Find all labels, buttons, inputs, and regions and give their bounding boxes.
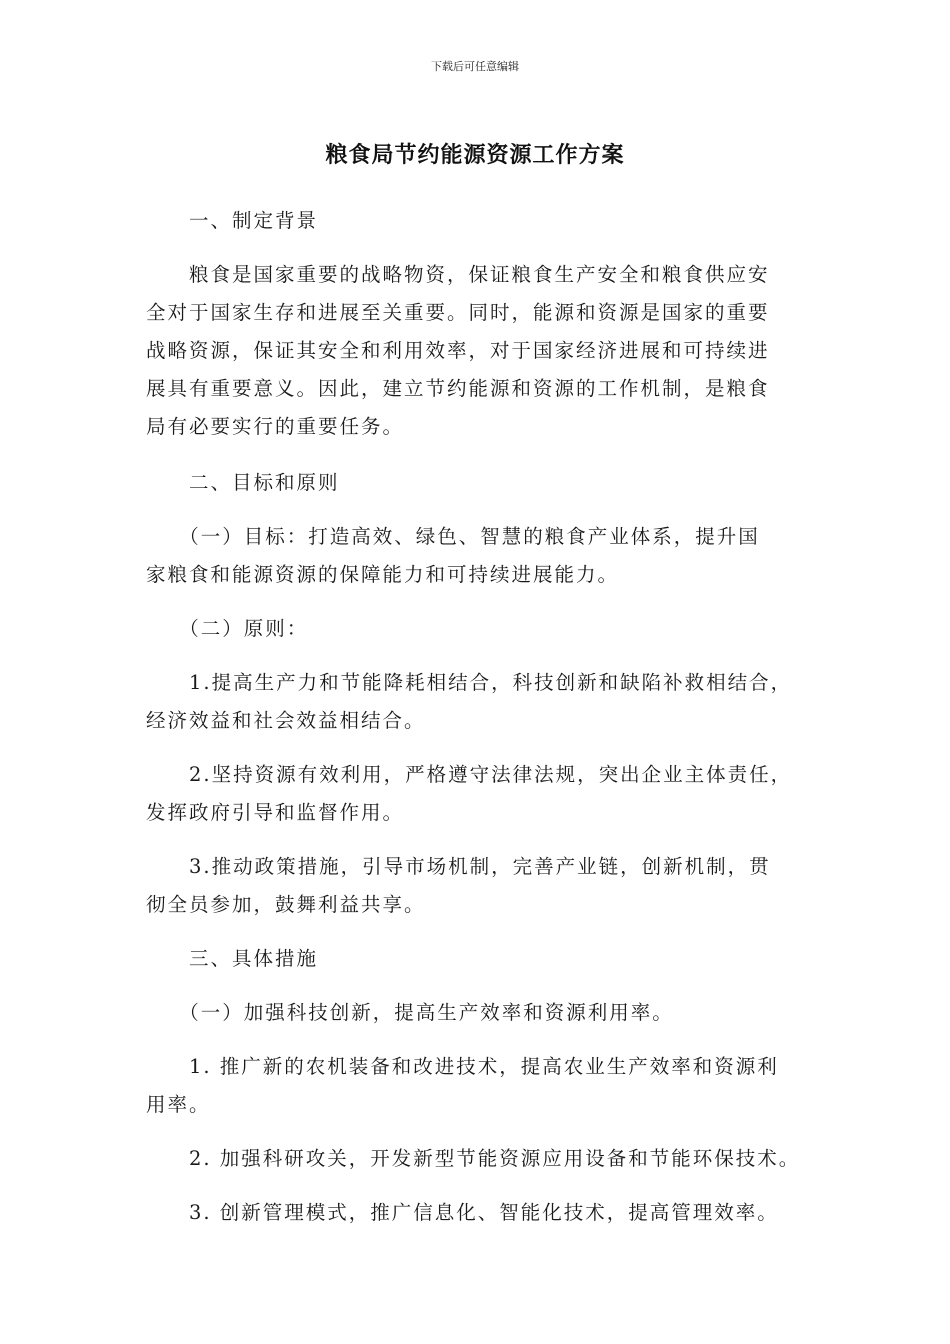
paragraph-line: 家粮食和能源资源的保障能力和可持续进展能力。: [146, 563, 620, 586]
paragraph-line: 经济效益和社会效益相结合。: [146, 709, 426, 732]
paragraph: [146, 610, 806, 648]
paragraph-line: 展具有重要意义。因此，建立节约能源和资源的工作机制，是粮食: [146, 377, 770, 400]
paragraph-line: 战略资源，保证其安全和利用效率，对于国家经济进展和可持续进: [146, 339, 770, 362]
paragraph: [146, 1194, 806, 1232]
paragraph-line: 彻全员参加，鼓舞利益共享。: [146, 893, 426, 916]
paragraph-line: 一、制定背景: [146, 209, 319, 232]
paragraph-line: （二）原则：: [146, 617, 309, 640]
paragraph-line: （一）加强科技创新，提高生产效率和资源利用率。: [146, 1001, 674, 1024]
paragraph-line: 粮食是国家重要的战略物资，保证粮食生产安全和粮食供应安: [146, 263, 770, 286]
paragraph-line: （一）目标：打造高效、绿色、智慧的粮食产业体系，提升国: [146, 525, 760, 548]
paragraph-line: 3. 创新管理模式，推广信息化、智能化技术，提高管理效率。: [146, 1201, 779, 1224]
paragraph-line: 三、具体措施: [146, 947, 319, 970]
paragraph-line: 用率。: [146, 1093, 211, 1116]
paragraph: [146, 756, 806, 832]
paragraph-line: 2.坚持资源有效利用，严格遵守法律法规，突出企业主体责任，: [146, 763, 793, 786]
paragraph-line: 3.推动政策措施，引导市场机制，完善产业链，创新机制，贯: [146, 855, 771, 878]
paragraph: [146, 518, 806, 594]
paragraph-line: 1.提高生产力和节能降耗相结合，科技创新和缺陷补救相结合，: [146, 671, 793, 694]
paragraph: [146, 202, 806, 240]
header-note: 下载后可任意编辑: [431, 60, 519, 73]
paragraph: [146, 1140, 806, 1178]
paragraph: [146, 664, 806, 740]
paragraph-line: 全对于国家生存和进展至关重要。同时，能源和资源是国家的重要: [146, 301, 770, 324]
paragraph: [146, 940, 806, 978]
paragraph-line: 2. 加强科研攻关，开发新型节能资源应用设备和节能环保技术。: [146, 1147, 801, 1170]
paragraph-line: 局有必要实行的重要任务。: [146, 415, 405, 438]
document-title: 粮食局节约能源资源工作方案: [325, 143, 625, 168]
paragraph: [146, 848, 806, 924]
paragraph: [146, 1048, 806, 1124]
paragraph: [146, 464, 806, 502]
paragraph: [146, 994, 806, 1032]
paragraph-line: 发挥政府引导和监督作用。: [146, 801, 405, 824]
paragraph-line: 二、目标和原则: [146, 471, 340, 494]
paragraph-line: 1. 推广新的农机装备和改进技术，提高农业生产效率和资源利: [146, 1055, 779, 1078]
paragraph: [146, 256, 806, 446]
